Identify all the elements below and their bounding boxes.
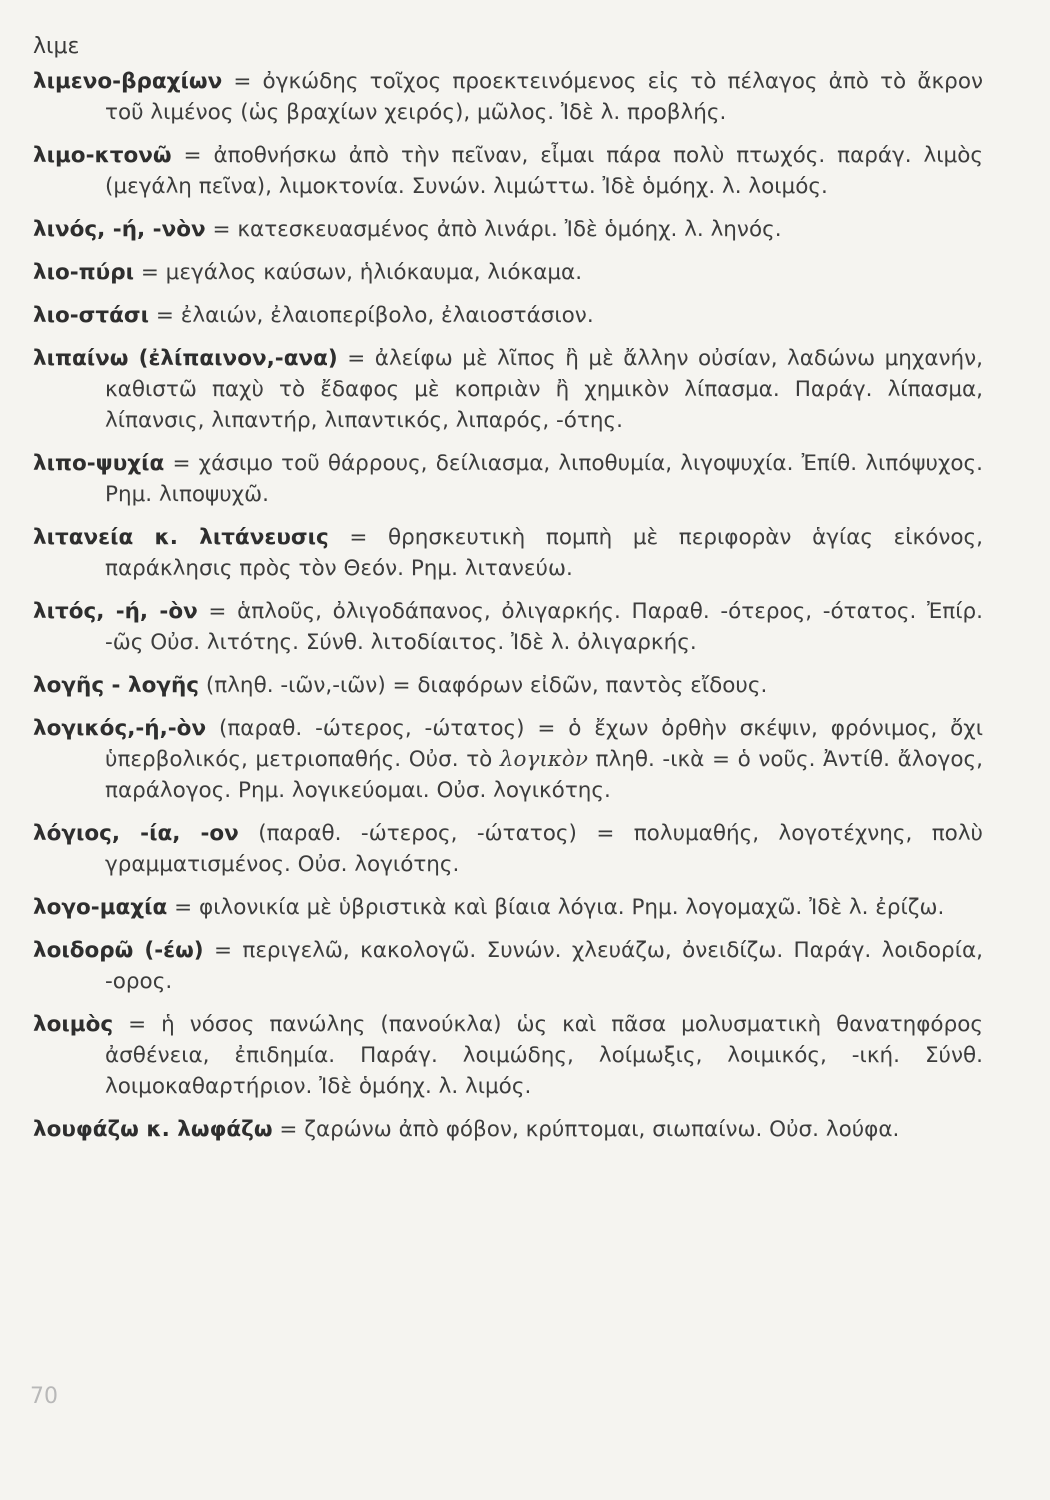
dictionary-entry	[33, 892, 983, 923]
definition: = περιγελῶ, κακολογῶ. Συνών. χλευάζω, ὀνειδίζω. Παράγ. λοιδορία, -ορος.	[105, 938, 983, 994]
definition: = φιλονικία μὲ ὑβριστικὰ καὶ βίαια λόγια. Ρημ. λογομαχῶ. Ἰδὲ λ. ἐρίζω.	[167, 895, 945, 920]
headword: λοιδορῶ (-έω)	[33, 938, 204, 963]
running-head: λιμε	[33, 34, 80, 59]
dictionary-entry	[33, 1114, 983, 1145]
headword: λόγιος, -ία, -ον	[33, 821, 239, 846]
headword: λιμο-κτονῶ	[33, 143, 172, 168]
dictionary-entry	[33, 343, 983, 436]
dictionary-entry	[33, 214, 983, 245]
definition: = ἀλείφω μὲ λῖπος ἢ μὲ ἄλλην οὐσίαν, λαδώνω μηχανήν, καθιστῶ παχὺ τὸ ἔδαφος μὲ κοπριὰν ἢ χημικὸν λίπασμα. Παράγ. λίπασμα, λίπανσις, λιπαντήρ, λιπαντικός, λιπαρός, -ότης.	[105, 346, 983, 433]
definition: = θρησκευτικὴ πομπὴ μὲ περιφορὰν ἁγίας εἰκόνος, παράκλησις πρὸς τὸν Θεόν. Ρημ. λιτανεύω.	[105, 525, 983, 581]
definition: = ἀποθνήσκω ἀπὸ τὴν πεῖναν, εἶμαι πάρα πολὺ πτωχός. παράγ. λιμὸς (μεγάλη πεῖνα), λιμοκτονία. Συνών. λιμώττω. Ἰδὲ ὁμόηχ. λ. λοιμός.	[105, 143, 983, 199]
dictionary-entry	[33, 66, 983, 128]
definition: = ὀγκώδης τοῖχος προεκτεινόμενος εἰς τὸ πέλαγος ἀπὸ τὸ ἄκρον τοῦ λιμένος (ὡς βραχίων χειρός), μῶλος. Ἰδὲ λ. προβλής.	[105, 69, 983, 125]
headword: λογικός,-ή,-ὸν	[33, 716, 207, 741]
headword: λιμενο-βραχίων	[33, 69, 223, 94]
headword: λιο-στάσι	[33, 303, 150, 328]
dictionary-entry	[33, 935, 983, 997]
definition: (πληθ. -ιῶν,-ιῶν) = διαφόρων εἰδῶν, παντὸς εἴδους.	[199, 673, 768, 698]
dictionary-entry	[33, 522, 983, 584]
definition: = κατεσκευασμένος ἀπὸ λινάρι. Ἰδὲ ὁμόηχ. λ. ληνός.	[205, 217, 782, 242]
headword: λοιμὸς	[33, 1012, 114, 1037]
headword: λιπαίνω (ἐλίπαινον,-ανα)	[33, 346, 338, 371]
definition: = χάσιμο τοῦ θάρρους, δείλιασμα, λιποθυμία, λιγοψυχία. Ἐπίθ. λιπόψυχος. Ρημ. λιποψυχῶ.	[105, 451, 983, 507]
dictionary-entry	[33, 818, 983, 880]
definition: = ἁπλοῦς, ὀλιγοδάπανος, ὀλιγαρκής. Παραθ. -ότερος, -ότατος. Ἐπίρ. -ῶς Οὐσ. λιτότης. Σύνθ. λιτοδίαιτος. Ἰδὲ λ. ὀλιγαρκής.	[105, 599, 983, 655]
definition: = ἡ νόσος πανώλης (πανούκλα) ὡς καὶ πᾶσα μολυσματικὴ θανατηφόρος ἀσθένεια, ἐπιδημία. Παράγ. λοιμώδης, λοίμωξις, λοιμικός, -ική. Σύνθ. λοιμοκαθαρτήριον. Ἰδὲ ὁμόηχ. λ. λιμός.	[105, 1012, 983, 1099]
headword: λογο-μαχία	[33, 895, 168, 920]
definition: = ἐλαιών, ἐλαιοπερίβολο, ἐλαιοστάσιον.	[149, 303, 594, 328]
definition: (παραθ. -ώτερος, -ώτατος) = πολυμαθής, λογοτέχνης, πολὺ γραμματισμένος. Οὐσ. λογιότης.	[105, 821, 984, 877]
dictionary-entry	[33, 300, 983, 331]
dictionary-entry	[33, 1009, 983, 1102]
definition: = ζαρώνω ἀπὸ φόβον, κρύπτομαι, σιωπαίνω. Οὐσ. λούφα.	[272, 1117, 900, 1142]
dictionary-entry	[33, 257, 983, 288]
entry-list	[33, 66, 983, 1157]
headword: λιτανεία κ. λιτάνευσις	[33, 525, 329, 550]
headword: λιπο-ψυχία	[33, 451, 165, 476]
dictionary-entry	[33, 140, 983, 202]
definition-continued: πληθ. -ικὰ = ὁ νοῦς. Ἀντίθ. ἄλογος, παράλογος. Ρημ. λογικεύομαι. Οὐσ. λογικότης.	[105, 747, 983, 803]
headword: λουφάζω κ. λωφάζω	[33, 1117, 273, 1142]
headword: λιτός, -ή, -ὸν	[33, 599, 198, 624]
dictionary-entry	[33, 448, 983, 510]
definition: = μεγάλος καύσων, ἡλιόκαυμα, λιόκαμα.	[133, 260, 583, 285]
dictionary-entry	[33, 713, 983, 806]
italic-term: λογικὸν	[499, 747, 588, 772]
page-number: 70	[30, 1384, 58, 1409]
headword: λινός, -ή, -νὸν	[33, 217, 206, 242]
definition: (παραθ. -ώτερος, -ώτατος) = ὁ ἔχων ὀρθὴν σκέψιν, φρόνιμος, ὄχι ὑπερβολικός, μετριοπαθής. Οὐσ. τὸ	[105, 716, 983, 772]
dictionary-entry	[33, 670, 983, 701]
headword: λιο-πύρι	[33, 260, 134, 285]
headword: λογῆς - λογῆς	[33, 673, 200, 698]
dictionary-entry	[33, 596, 983, 658]
